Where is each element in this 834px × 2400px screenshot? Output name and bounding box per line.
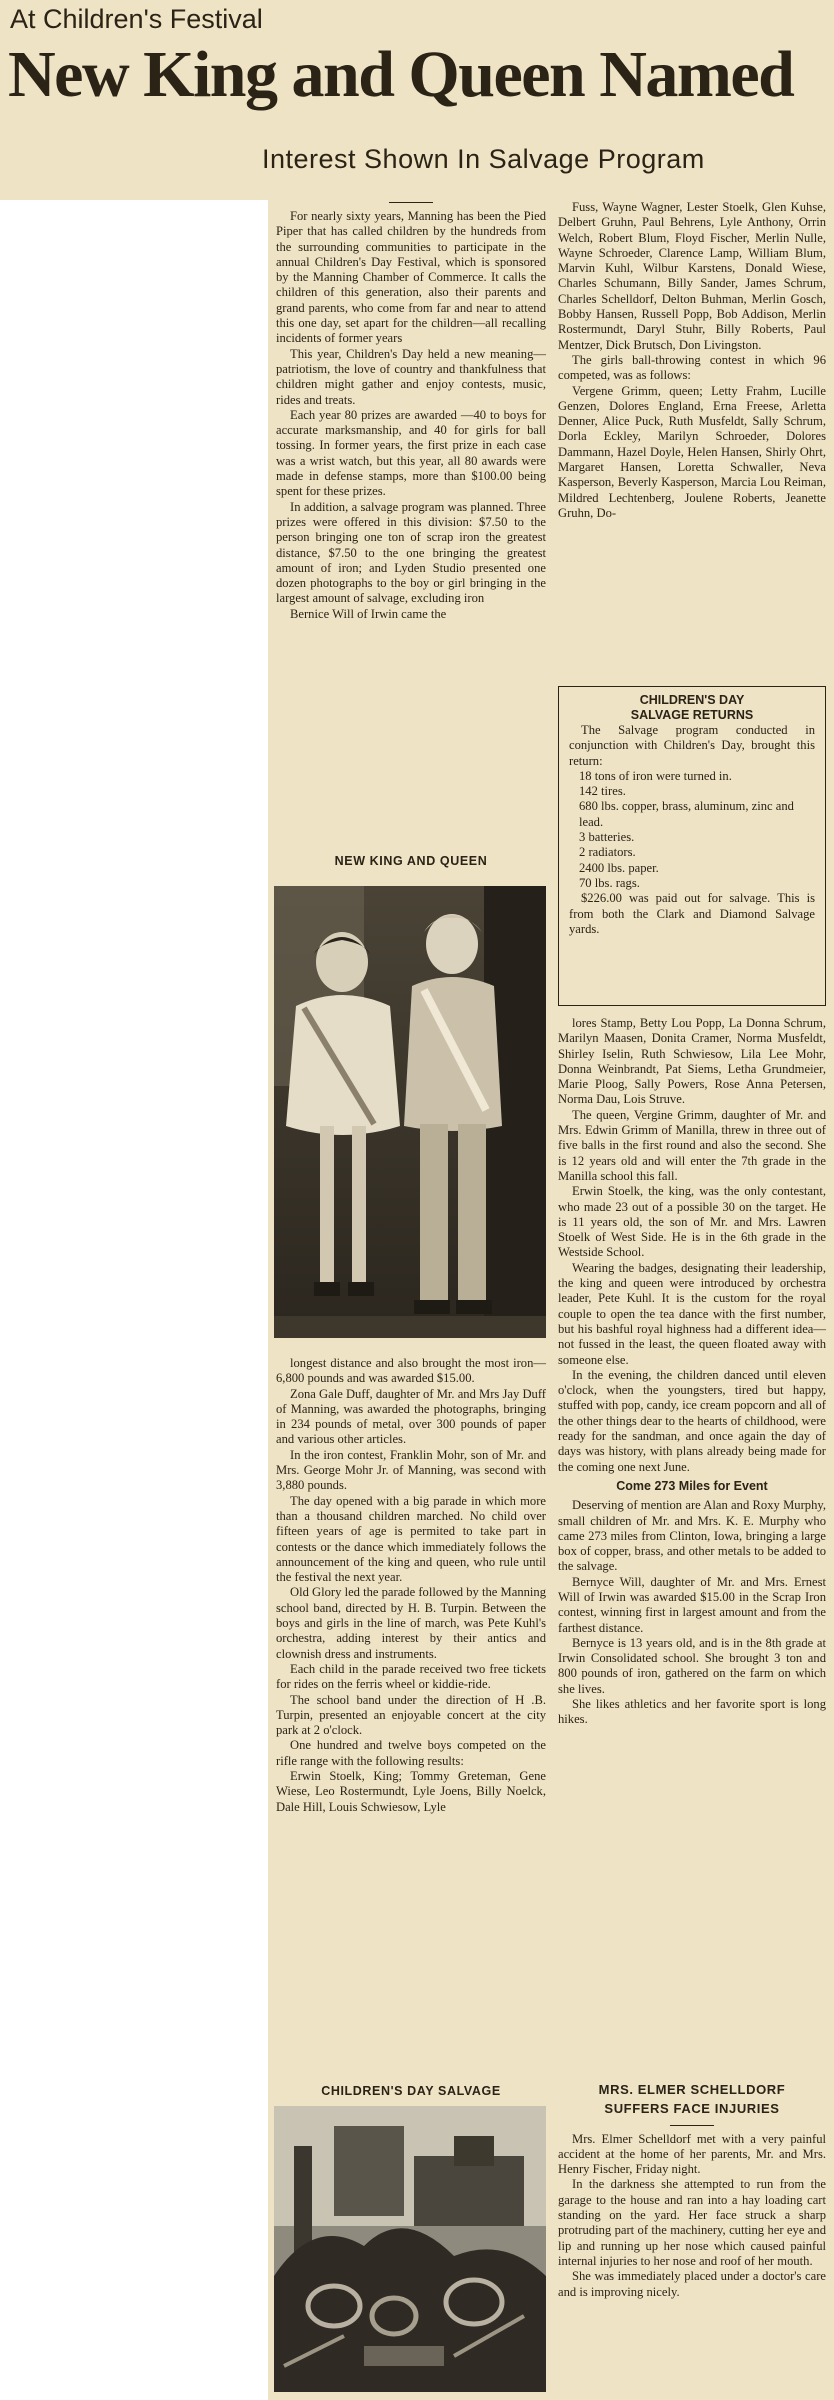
- rule: [670, 2125, 714, 2126]
- photo-2-caption: CHILDREN'S DAY SALVAGE: [321, 2084, 501, 2098]
- box-item: 2 radiators.: [579, 845, 636, 860]
- box-title-2: SALVAGE RETURNS: [630, 708, 754, 722]
- second-article-headline-2: SUFFERS FACE INJURIES: [604, 2101, 780, 2117]
- col1-paragraph: In addition, a salvage program was planned. Three prizes were offered in this division: $7.50 to the person bringing one ton of scrap iron the greatest distance, $7.50 to the one bringing the greatest amount of iron; and Lyden Studio presented one dozen photographs to the boy or girl bringing in the largest amount of salvage, excluding iron: [276, 499, 546, 606]
- col1-paragraph: Each year 80 prizes are awarded —40 to boys for accurate marksmanship, and 40 for girls for ball tossing. In former years, the first prize in each case was a wrist watch, but this year, all 80 awards were made in defense stamps, more than $100.00 being spent for these prizes.: [276, 407, 546, 499]
- king-and-queen-photo: [274, 886, 546, 1338]
- photo-1-caption: NEW KING AND QUEEN: [334, 854, 488, 868]
- column-2-middle: [558, 1016, 826, 1728]
- col2-paragraph: Erwin Stoelk, the king, was the only contestant, who made 23 out of a possible 30 on the target. He is 11 years old, the son of Mr. and Mrs. Lawren Stoelk of West Side. He is in the 6th grade in the Westside School.: [558, 1184, 826, 1260]
- col2-paragraph: The queen, Vergine Grimm, daughter of Mr. and Mrs. Edwin Grimm of Manilla, threw in three out of five balls in the first round and also the second. She is 12 years old and will enter the 7th grade in the Manilla school this fall.: [558, 1107, 826, 1183]
- box-item: 680 lbs. copper, brass, aluminum, zinc and lead.: [579, 799, 794, 829]
- column-1-top: [276, 200, 546, 622]
- box-item: 3 batteries.: [579, 830, 635, 845]
- col1-paragraph: One hundred and twelve boys competed on the rifle range with the following results:: [276, 1738, 546, 1768]
- rule: [389, 202, 433, 203]
- column-2-top: [558, 200, 826, 521]
- col1-paragraph: This year, Children's Day held a new meaning—patriotism, the love of country and thankfulness that children might gather and enjoy contests, music, rides and treats.: [276, 346, 546, 407]
- col2-paragraph: Bernyce Will, daughter of Mr. and Mrs. Ernest Will of Irwin was awarded $15.00 in the Scrap Iron contest, winning first in largest amount and from the farthest distance.: [558, 1574, 826, 1635]
- box-outro: $226.00 was paid out for salvage. This is from both the Clark and Diamond Salvage yards.: [569, 891, 815, 936]
- salvage-returns-box: [558, 686, 826, 1006]
- box-item: 142 tires.: [579, 784, 626, 799]
- col2-paragraph: She likes athletics and her favorite sport is long hikes.: [558, 1697, 826, 1727]
- col1-paragraph: Old Glory led the parade followed by the Manning school band, directed by H. B. Turpin. Between the boys and girls in the line of march, was Pete Kuhl's orchestra, adding interest by their antics and clownish dress and instruments.: [276, 1585, 547, 1661]
- clipping-header-area: [0, 0, 834, 200]
- box-item: 70 lbs. rags.: [579, 875, 640, 890]
- kicker: At Children's Festival: [10, 4, 263, 34]
- second-article-paragraph: She was immediately placed under a doctor's care and is improving nicely.: [558, 2269, 826, 2299]
- box-intro: The Salvage program conducted in conjunction with Children's Day, brought this return:: [569, 723, 815, 768]
- col2-paragraph: Vergene Grimm, queen; Letty Frahm, Lucille Genzen, Dolores England, Erna Freese, Arletta Denner, Alice Puck, Ruth Musfeldt, Sally Schrum, Dorla Eckley, Marilyn Schroeder, Dolores Dammann, Hazel Doyle, Helen Hansen, Shirly Ohrt, Margaret Hansen, Loretta Schwaller, Neva Kasperson, Beverly Kasperson, Marcia Lou Reiman, Mildred Lechtenberg, Joulene Roberts, Jeanette Gruhn, Do-: [558, 383, 826, 520]
- box-item: 18 tons of iron were turned in.: [579, 768, 732, 783]
- col1-paragraph: The day opened with a big parade in which more than a thousand children marched. No child over fifteen years of age is permited to take part in contests or the dance which immediately follows the announcement of the king and queen, who rule until the festival the next year.: [276, 1493, 546, 1585]
- second-article-headline-1: MRS. ELMER SCHELLDORF: [598, 2082, 786, 2097]
- subhead: Interest Shown In Salvage Program: [262, 144, 705, 174]
- col1-paragraph: Zona Gale Duff, daughter of Mr. and Mrs Jay Duff of Manning, was awarded the photographs, bringing in 234 pounds of metal, over 300 pounds of paper and various other articles.: [276, 1386, 546, 1447]
- king-and-queen-photo-image: [274, 886, 546, 1338]
- box-title-1: CHILDREN'S DAY: [639, 693, 745, 707]
- col2-paragraph: Wearing the badges, designating their leadership, the king and queen were introduced by orchestra leader, Pete Kuhl. It is the custom for the royal couple to open the tea dance with the first number, but his bashful royal highness had a different idea—not fussed in the least, the queen floated away with someone else.: [558, 1260, 826, 1367]
- second-article-paragraph: In the darkness she attempted to run from the garage to the house and ran into a hay loading cart standing on the yard. Her face struck a sharp protruding part of the machinery, cutting her eye and lip and running up her nose which caused painful internal injuries to her nose and roof of her mouth.: [558, 2177, 826, 2268]
- col2-paragraph: Fuss, Wayne Wagner, Lester Stoelk, Glen Kuhse, Delbert Gruhn, Paul Behrens, Lyle Anthony, Orrin Welch, Robert Blum, Floyd Fischer, Merlin Nulle, Wayne Schroeder, Clarence Lamp, William Blum, Marvin Kuhl, Wilbur Karstens, Donald Wiese, Charles Schumann, Billy Sander, James Schrum, Charles Schelldorf, Delton Buhman, Merlin Gosch, Bobby Hansen, Russell Popp, Bob Addison, Merlin Rostermundt, Daryl Stuhr, Billy Roberts, Paul Mentzer, Dick Brutsch, Don Livingston.: [558, 200, 826, 352]
- box-item: 2400 lbs. paper.: [579, 860, 659, 875]
- col1-paragraph: The school band under the direction of H .B. Turpin, presented an enjoyable concert at the city park at 2 o'clock.: [276, 1692, 546, 1738]
- col2-paragraph: lores Stamp, Betty Lou Popp, La Donna Schrum, Marilyn Maasen, Donita Cramer, Norma Musfeldt, Shirley Iselin, Ruth Schwiesow, Lila Lee Mohr, Donna Weinbrandt, Pat Siems, Letha Grundmeier, Marie Ploog, Sally Powers, Rose Anna Petersen, Norma Dau, Lois Struve.: [558, 1016, 826, 1107]
- col2-paragraph: Bernyce is 13 years old, and is in the 8th grade at Irwin Consolidated school. She brought 3 ton and 800 pounds of iron, gathered on the farm on which she lives.: [558, 1635, 826, 1696]
- col2-paragraph: Deserving of mention are Alan and Roxy Murphy, small children of Mr. and Mrs. K. E. Murphy who came 273 miles from Clinton, Iowa, bringing a large box of copper, brass, and other metals to be added to the salvage.: [558, 1498, 826, 1574]
- column-1-bottom: [276, 1356, 546, 1815]
- second-article: [558, 2078, 826, 2300]
- col1-paragraph: Each child in the parade received two free tickets for rides on the ferris wheel or kiddie-ride.: [276, 1661, 546, 1692]
- col2-paragraph: The girls ball-throwing contest in which 96 competed, was as follows:: [558, 352, 826, 383]
- col1-paragraph: For nearly sixty years, Manning has been the Pied Piper that has called children by the hundreds from the surrounding communities to participate in the annual Children's Day Festival, which is sponsored by the Manning Chamber of Commerce. It calls the children of this generation, also their parents and grand parents, who come from far and near to attend this one day, set apart for the children—all recalling incidents of former years: [276, 209, 546, 346]
- col1-paragraph: In the iron contest, Franklin Mohr, son of Mr. and Mrs. George Mohr Jr. of Manning, was second with 3,880 pounds.: [276, 1447, 546, 1493]
- headline: New King and Queen Named: [8, 38, 794, 111]
- col1-paragraph: Bernice Will of Irwin came the: [290, 606, 447, 621]
- subhead-273-miles: Come 273 Miles for Event: [616, 1478, 768, 1493]
- col1-paragraph: longest distance and also brought the most iron—6,800 pounds and was awarded $15.00.: [276, 1356, 546, 1386]
- salvage-pile-photo: [274, 2106, 546, 2392]
- salvage-pile-photo-image: [274, 2106, 546, 2392]
- col2-paragraph: In the evening, the children danced until eleven o'clock, when the youngsters, tired but happy, stuffed with pop, candy, ice cream popcorn and all of the other things dear to the hearts of childhood, were ready for the sandman, and once again the day of days was history, with plans already being made for the coming one next June.: [558, 1367, 826, 1474]
- second-article-paragraph: Mrs. Elmer Schelldorf met with a very painful accident at the home of her parents, Mr. and Mrs. Henry Fischer, Friday night.: [558, 2131, 826, 2177]
- col1-paragraph: Erwin Stoelk, King; Tommy Greteman, Gene Wiese, Leo Rostermundt, Lyle Joens, Billy Noelck, Dale Hill, Louis Schwiesow, Lyle: [276, 1769, 546, 1814]
- box-items: [569, 769, 815, 891]
